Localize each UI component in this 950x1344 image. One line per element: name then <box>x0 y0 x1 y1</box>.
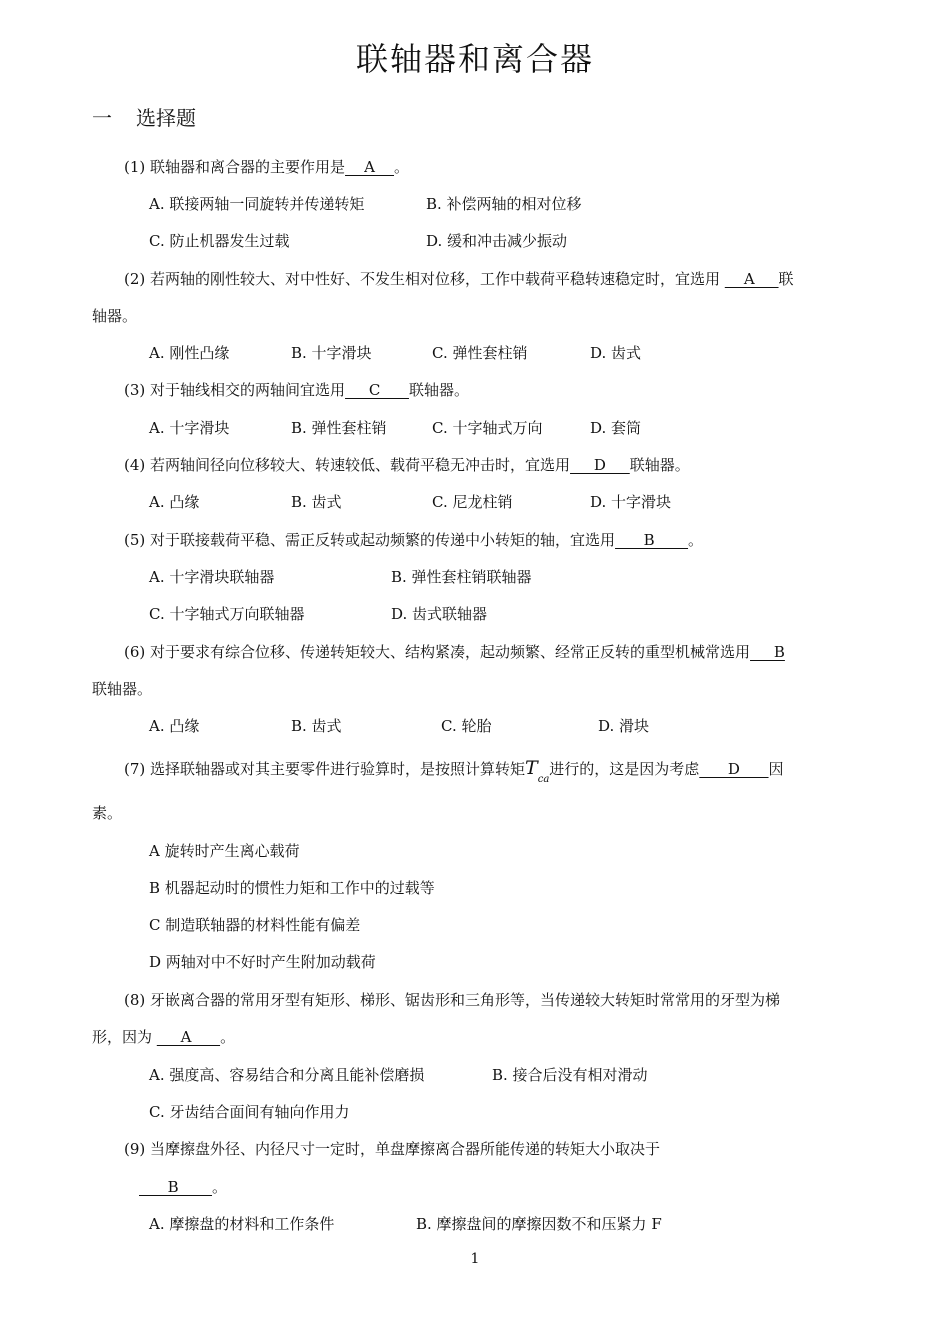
torque-symbol: T <box>525 757 538 779</box>
question-text: (1) 联轴器和离合器的主要作用是 <box>124 158 346 176</box>
question-9: (9) 当摩擦盘外径、内径尺寸一定时，单盘摩擦离合器所能传递的转矩大小取决于 <box>124 1140 661 1158</box>
document-title: 联轴器和离合器 <box>355 40 594 78</box>
question-end: 因 <box>768 760 784 778</box>
option-a: A. 刚性凸缘 <box>149 344 230 362</box>
option-a: A. 十字滑块 <box>149 419 230 437</box>
option-c: C. 尼龙柱销 <box>432 493 513 511</box>
option-b: B. 弹性套柱销 <box>291 419 387 437</box>
question-text: (5) 对于联接载荷平稳、需正反转或起动频繁的传递中小转矩的轴，宜选用 <box>124 531 616 549</box>
option-b: B. 齿式 <box>291 717 342 735</box>
question-continuation: 素。 <box>92 804 123 822</box>
question-text: 形，因为 <box>92 1028 157 1046</box>
page-number: 1 <box>470 1251 480 1267</box>
answer-blank: D <box>570 456 630 474</box>
option-c: C 制造联轴器的材料性能有偏差 <box>149 916 361 934</box>
option-b: B. 接合后没有相对滑动 <box>492 1066 648 1084</box>
option-c: C. 十字轴式万向 <box>432 419 543 437</box>
option-b: B. 弹性套柱销联轴器 <box>391 568 532 586</box>
question-text: (2) 若两轴的刚性较大、对中性好、不发生相对位移，工作中载荷平稳转速稳定时，宜选用 <box>124 270 725 288</box>
question-text: (7) 选择联轴器或对其主要零件进行验算时，是按照计算转矩 <box>124 760 526 778</box>
option-a: A. 凸缘 <box>149 493 200 511</box>
option-d: D. 滑块 <box>598 717 650 735</box>
question-continuation: 轴器。 <box>92 307 138 325</box>
answer-blank: C <box>345 381 409 399</box>
option-c: C. 防止机器发生过载 <box>149 232 290 250</box>
option-a: A. 强度高、容易结合和分离且能补偿磨损 <box>149 1066 425 1084</box>
question-text: (3) 对于轴线相交的两轴间宜选用 <box>124 381 346 399</box>
question-end: 。 <box>212 1178 228 1196</box>
option-c: C. 轮胎 <box>441 717 492 735</box>
option-a: A. 联接两轴一同旋转并传递转矩 <box>149 195 365 213</box>
option-c: C. 弹性套柱销 <box>432 344 528 362</box>
option-d: D. 十字滑块 <box>590 493 672 511</box>
section-number: 一 <box>92 106 112 130</box>
question-7 <box>124 757 784 785</box>
option-d: D. 齿式联轴器 <box>391 605 488 623</box>
option-a: A 旋转时产生离心载荷 <box>149 842 300 860</box>
option-a: A. 凸缘 <box>149 717 200 735</box>
option-c: C. 十字轴式万向联轴器 <box>149 605 305 623</box>
answer-blank: B <box>750 643 785 661</box>
option-d: D 两轴对中不好时产生附加动载荷 <box>149 953 376 971</box>
option-d: D. 套筒 <box>590 419 642 437</box>
option-b: B. 齿式 <box>291 493 342 511</box>
question-5 <box>124 529 703 550</box>
question-text-mid: 进行的，这是因为考虑 <box>549 760 700 778</box>
question-2 <box>124 268 794 289</box>
question-text: (6) 对于要求有综合位移、传递转矩较大、结构紧凑，起动频繁、经常正反转的重型机械常选用 <box>124 643 751 661</box>
option-a: A. 十字滑块联轴器 <box>149 568 275 586</box>
question-continuation <box>139 1176 227 1197</box>
question-continuation: 联轴器。 <box>92 680 153 698</box>
option-b: B. 十字滑块 <box>291 344 372 362</box>
option-b: B. 摩擦盘间的摩擦因数不和压紧力 F <box>416 1215 662 1233</box>
answer-blank: D <box>699 760 769 778</box>
option-b: B 机器起动时的惯性力矩和工作中的过载等 <box>149 879 435 897</box>
question-8: (8) 牙嵌离合器的常用牙型有矩形、梯形、锯齿形和三角形等，当传递较大转矩时常常用的牙型为梯 <box>124 991 781 1009</box>
question-continuation <box>92 1026 235 1047</box>
answer-blank: A <box>345 158 395 176</box>
option-b: B. 补偿两轴的相对位移 <box>426 195 582 213</box>
question-6 <box>124 641 785 662</box>
answer-blank: A <box>724 270 779 288</box>
torque-subscript: ca <box>537 774 550 785</box>
question-end: 。 <box>220 1028 236 1046</box>
question-1 <box>124 156 409 177</box>
question-end: 。 <box>688 531 704 549</box>
section-heading <box>92 102 196 131</box>
question-text: (4) 若两轴间径向位移较大、转速较低、载荷平稳无冲击时，宜选用 <box>124 456 571 474</box>
question-end: 联 <box>778 270 794 288</box>
answer-blank: B <box>615 531 689 549</box>
answer-blank: A <box>156 1028 221 1046</box>
section-label: 选择题 <box>136 106 196 130</box>
option-d: D. 齿式 <box>590 344 642 362</box>
question-end: 。 <box>394 158 410 176</box>
option-c: C. 牙齿结合面间有轴向作用力 <box>149 1103 350 1121</box>
option-d: D. 缓和冲击减少振动 <box>426 232 568 250</box>
question-end: 联轴器。 <box>629 456 690 474</box>
question-end: 联轴器。 <box>408 381 469 399</box>
question-4 <box>124 454 690 475</box>
question-3 <box>124 379 469 400</box>
option-a: A. 摩擦盘的材料和工作条件 <box>149 1215 335 1233</box>
answer-blank: B <box>139 1178 213 1196</box>
